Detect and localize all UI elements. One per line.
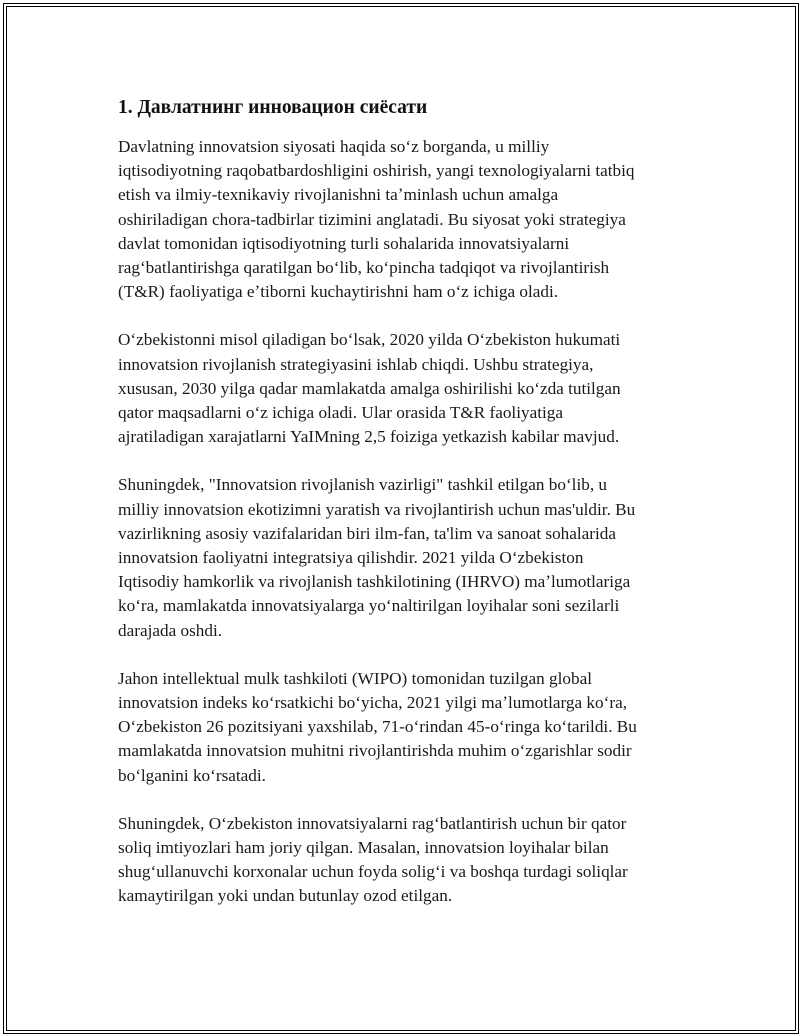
paragraph-line: Iqtisodiy hamkorlik va rivojlanish tashkilotining (IHRVO) maʼlumotlariga bbox=[118, 572, 631, 592]
paragraph-line: boʻlganini koʻrsatadi. bbox=[118, 765, 266, 785]
paragraph-line: (T&R) faoliyatiga eʼtiborni kuchaytirishni ham oʻz ichiga oladi. bbox=[118, 282, 559, 302]
paragraph bbox=[118, 135, 678, 304]
section-heading: 1. Давлатнинг инновацион сиёсати bbox=[118, 97, 428, 118]
paragraph-line: Shuningdek, "Innovatsion rivojlanish vazirligi" tashkil etilgan boʻlib, u bbox=[118, 475, 608, 495]
paragraph-line: ragʻbatlantirishga qaratilgan boʻlib, koʻpincha tadqiqot va rivojlantirish bbox=[118, 258, 610, 278]
document-body bbox=[118, 96, 678, 933]
paragraph-line: shugʻullanuvchi korxonalar uchun foyda soligʻi va boshqa turdagi soliqlar bbox=[118, 862, 628, 882]
paragraph-line: soliq imtiyozlari ham joriy qilgan. Masalan, innovatsion loyihalar bilan bbox=[118, 838, 609, 858]
paragraph-line: Davlatning innovatsion siyosati haqida soʻz borganda, u milliy bbox=[118, 137, 550, 156]
paragraph-line: ajratiladigan xarajatlarni YaIMning 2,5 foiziga yetkazish kabilar mavjud. bbox=[118, 427, 620, 447]
paragraph-line: Jahon intellektual mulk tashkiloti (WIPO) tomonidan tuzilgan global bbox=[118, 668, 593, 688]
paragraph-line: xususan, 2030 yilga qadar mamlakatda amalga oshirilishi koʻzda tutilgan bbox=[118, 378, 621, 398]
paragraph-line: vazirlikning asosiy vazifalaridan biri ilm-fan, ta'lim va sanoat sohalarida bbox=[118, 523, 617, 543]
paragraph bbox=[118, 812, 678, 909]
paragraph-line: milliy innovatsion ekotizimni yaratish va rivojlantirish uchun mas'uldir. Bu bbox=[118, 499, 636, 519]
paragraph-line: davlat tomonidan iqtisodiyotning turli sohalarida innovatsiyalarni bbox=[118, 233, 570, 253]
paragraph bbox=[118, 473, 678, 642]
paragraph-line: iqtisodiyotning raqobatbardoshligini oshirish, yangi texnologiyalarni tatbiq bbox=[118, 161, 635, 181]
paragraph-line: koʻra, mamlakatda innovatsiyalarga yoʻnaltirilgan loyihalar soni sezilarli bbox=[118, 596, 620, 616]
paragraph-line: innovatsion indeks koʻrsatkichi boʻyicha, 2021 yilgi maʼlumotlarga koʻra, bbox=[118, 693, 627, 713]
paragraph-line: innovatsion faoliyatni integratsiya qilishdir. 2021 yilda Oʻzbekiston bbox=[118, 548, 584, 568]
paragraph-line: oshiriladigan chora-tadbirlar tizimini anglatadi. Bu siyosat yoki strategiya bbox=[118, 209, 626, 229]
paragraph-line: etish va ilmiy-texnikaviy rivojlanishni taʼminlash uchun amalga bbox=[118, 185, 559, 205]
paragraph-line: Oʻzbekistonni misol qiladigan boʻlsak, 2020 yilda Oʻzbekiston hukumati bbox=[118, 330, 621, 350]
paragraph-line: innovatsion rivojlanish strategiyasini ishlab chiqdi. Ushbu strategiya, bbox=[118, 354, 594, 374]
paragraph bbox=[118, 328, 678, 449]
paragraph bbox=[118, 667, 678, 788]
paragraph-line: darajada oshdi. bbox=[118, 620, 223, 640]
paragraph-line: Shuningdek, Oʻzbekiston innovatsiyalarni ragʻbatlantirish uchun bir qator bbox=[118, 813, 627, 833]
paragraph-line: Oʻzbekiston 26 pozitsiyani yaxshilab, 71-oʻrindan 45-oʻringa koʻtarildi. Bu bbox=[118, 717, 637, 737]
paragraph-line: qator maqsadlarni oʻz ichiga oladi. Ular orasida T&R faoliyatiga bbox=[118, 403, 563, 423]
paragraph-line: kamaytirilgan yoki undan butunlay ozod etilgan. bbox=[118, 886, 453, 906]
paragraph-list bbox=[118, 135, 678, 909]
paragraph-line: mamlakatda innovatsion muhitni rivojlantirishda muhim oʻzgarishlar sodir bbox=[118, 741, 632, 761]
